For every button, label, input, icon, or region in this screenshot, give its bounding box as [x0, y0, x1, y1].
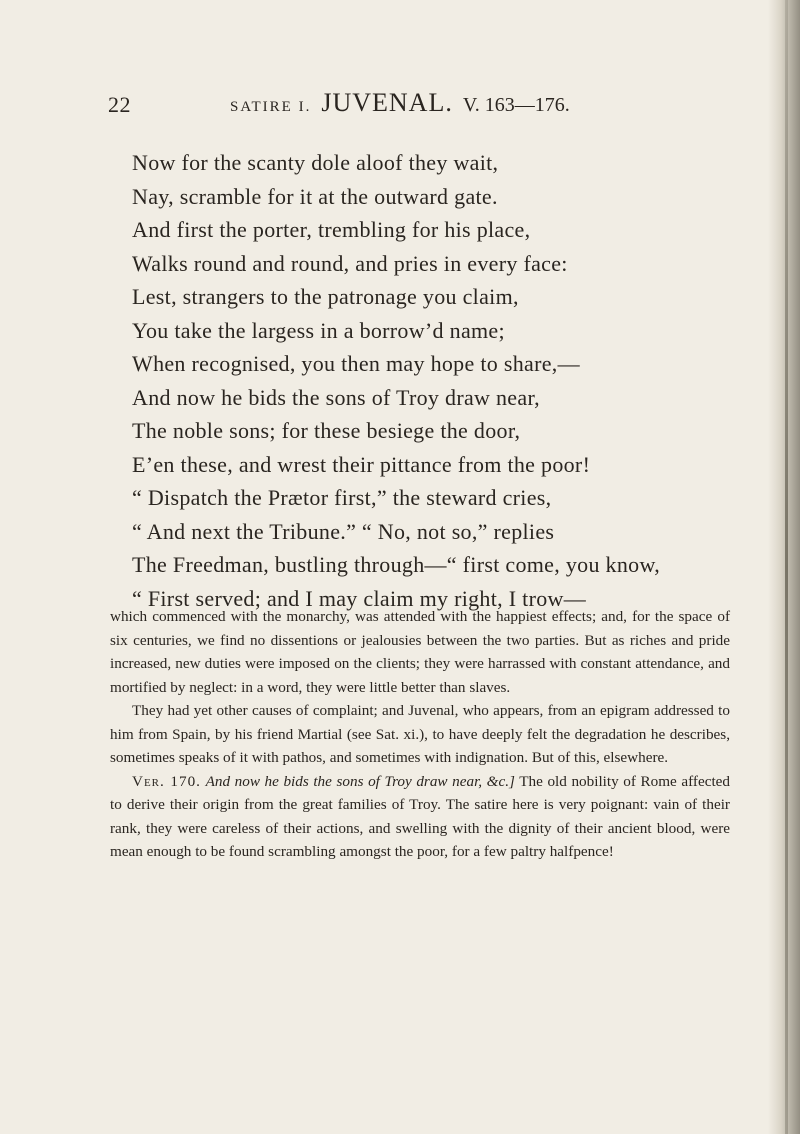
note-quoted-line: And now he bids the sons of Troy draw near, &c.]: [205, 772, 515, 790]
verse-line: “ Dispatch the Prætor first,” the steward cries,: [132, 485, 552, 510]
verse-line: “ First served; and I may claim my right, I trow—: [132, 585, 586, 611]
verse-line: Walks round and round, and pries in every face:: [132, 250, 568, 276]
page-number: 22: [108, 92, 131, 117]
note-paragraph: They had yet other causes of complaint; and Juvenal, who appears, from an epigram addressed to him from Spain, by his friend Martial (see Sat. xi.), to have deeply felt the degradation he describes, sometimes speaks of it with pathos, and sometimes with indignation. But of this, elsewhere.: [110, 702, 730, 766]
page-gutter-line: [785, 0, 788, 1134]
note-paragraph-verse-comment: [110, 770, 730, 864]
verse-line: Now for the scanty dole aloof they wait,: [132, 150, 499, 175]
verse-line: Lest, strangers to the patronage you claim,: [132, 284, 519, 309]
note-text: The old nobility of Rome affected to derive their origin from the great families of Troy. The satire here is very poignant: vain of their rank, they were careless of their actions, and swelling with the dignity of their ancient blood, were mean enough to be found scrambling amongst the poor, for a few paltry halfpence!: [110, 772, 730, 860]
verse-line: And now he bids the sons of Troy draw near,: [132, 384, 540, 410]
running-head: [230, 88, 570, 118]
author-name: JUVENAL.: [321, 88, 453, 117]
verse-line: The noble sons; for these besiege the door,: [132, 418, 521, 443]
verse-line: When recognised, you then may hope to share,—: [132, 351, 580, 376]
verse-line: Nay, scramble for it at the outward gate.: [132, 183, 498, 209]
verse-line: E’en these, and wrest their pittance from the poor!: [132, 451, 591, 477]
note-paragraph: which commenced with the monarchy, was attended with the happiest effects; and, for the space of six centuries, we find no dissentions or jealousies between the two parties. But as riches and pride increased, new duties were imposed on the clients; they were harrassed with constant attendance, and mortified by neglect: in a word, they were little better than slaves.: [110, 608, 730, 696]
commentary-notes: [110, 605, 730, 864]
verse-line: The Freedman, bustling through—“ first come, you know,: [132, 552, 661, 577]
page-header: [108, 88, 728, 124]
verse-line: And first the porter, trembling for his place,: [132, 217, 531, 242]
page-edge-shadow: [768, 0, 800, 1134]
verse-line: You take the largess in a borrow’d name;: [132, 317, 505, 343]
verse-block: [132, 146, 732, 615]
verse-reference: V. 163—176.: [462, 94, 570, 116]
satire-label: SATIRE I.: [230, 99, 312, 115]
note-verse-label: Ver. 170.: [132, 772, 201, 790]
verse-line: “ And next the Tribune.” “ No, not so,” replies: [132, 518, 555, 544]
